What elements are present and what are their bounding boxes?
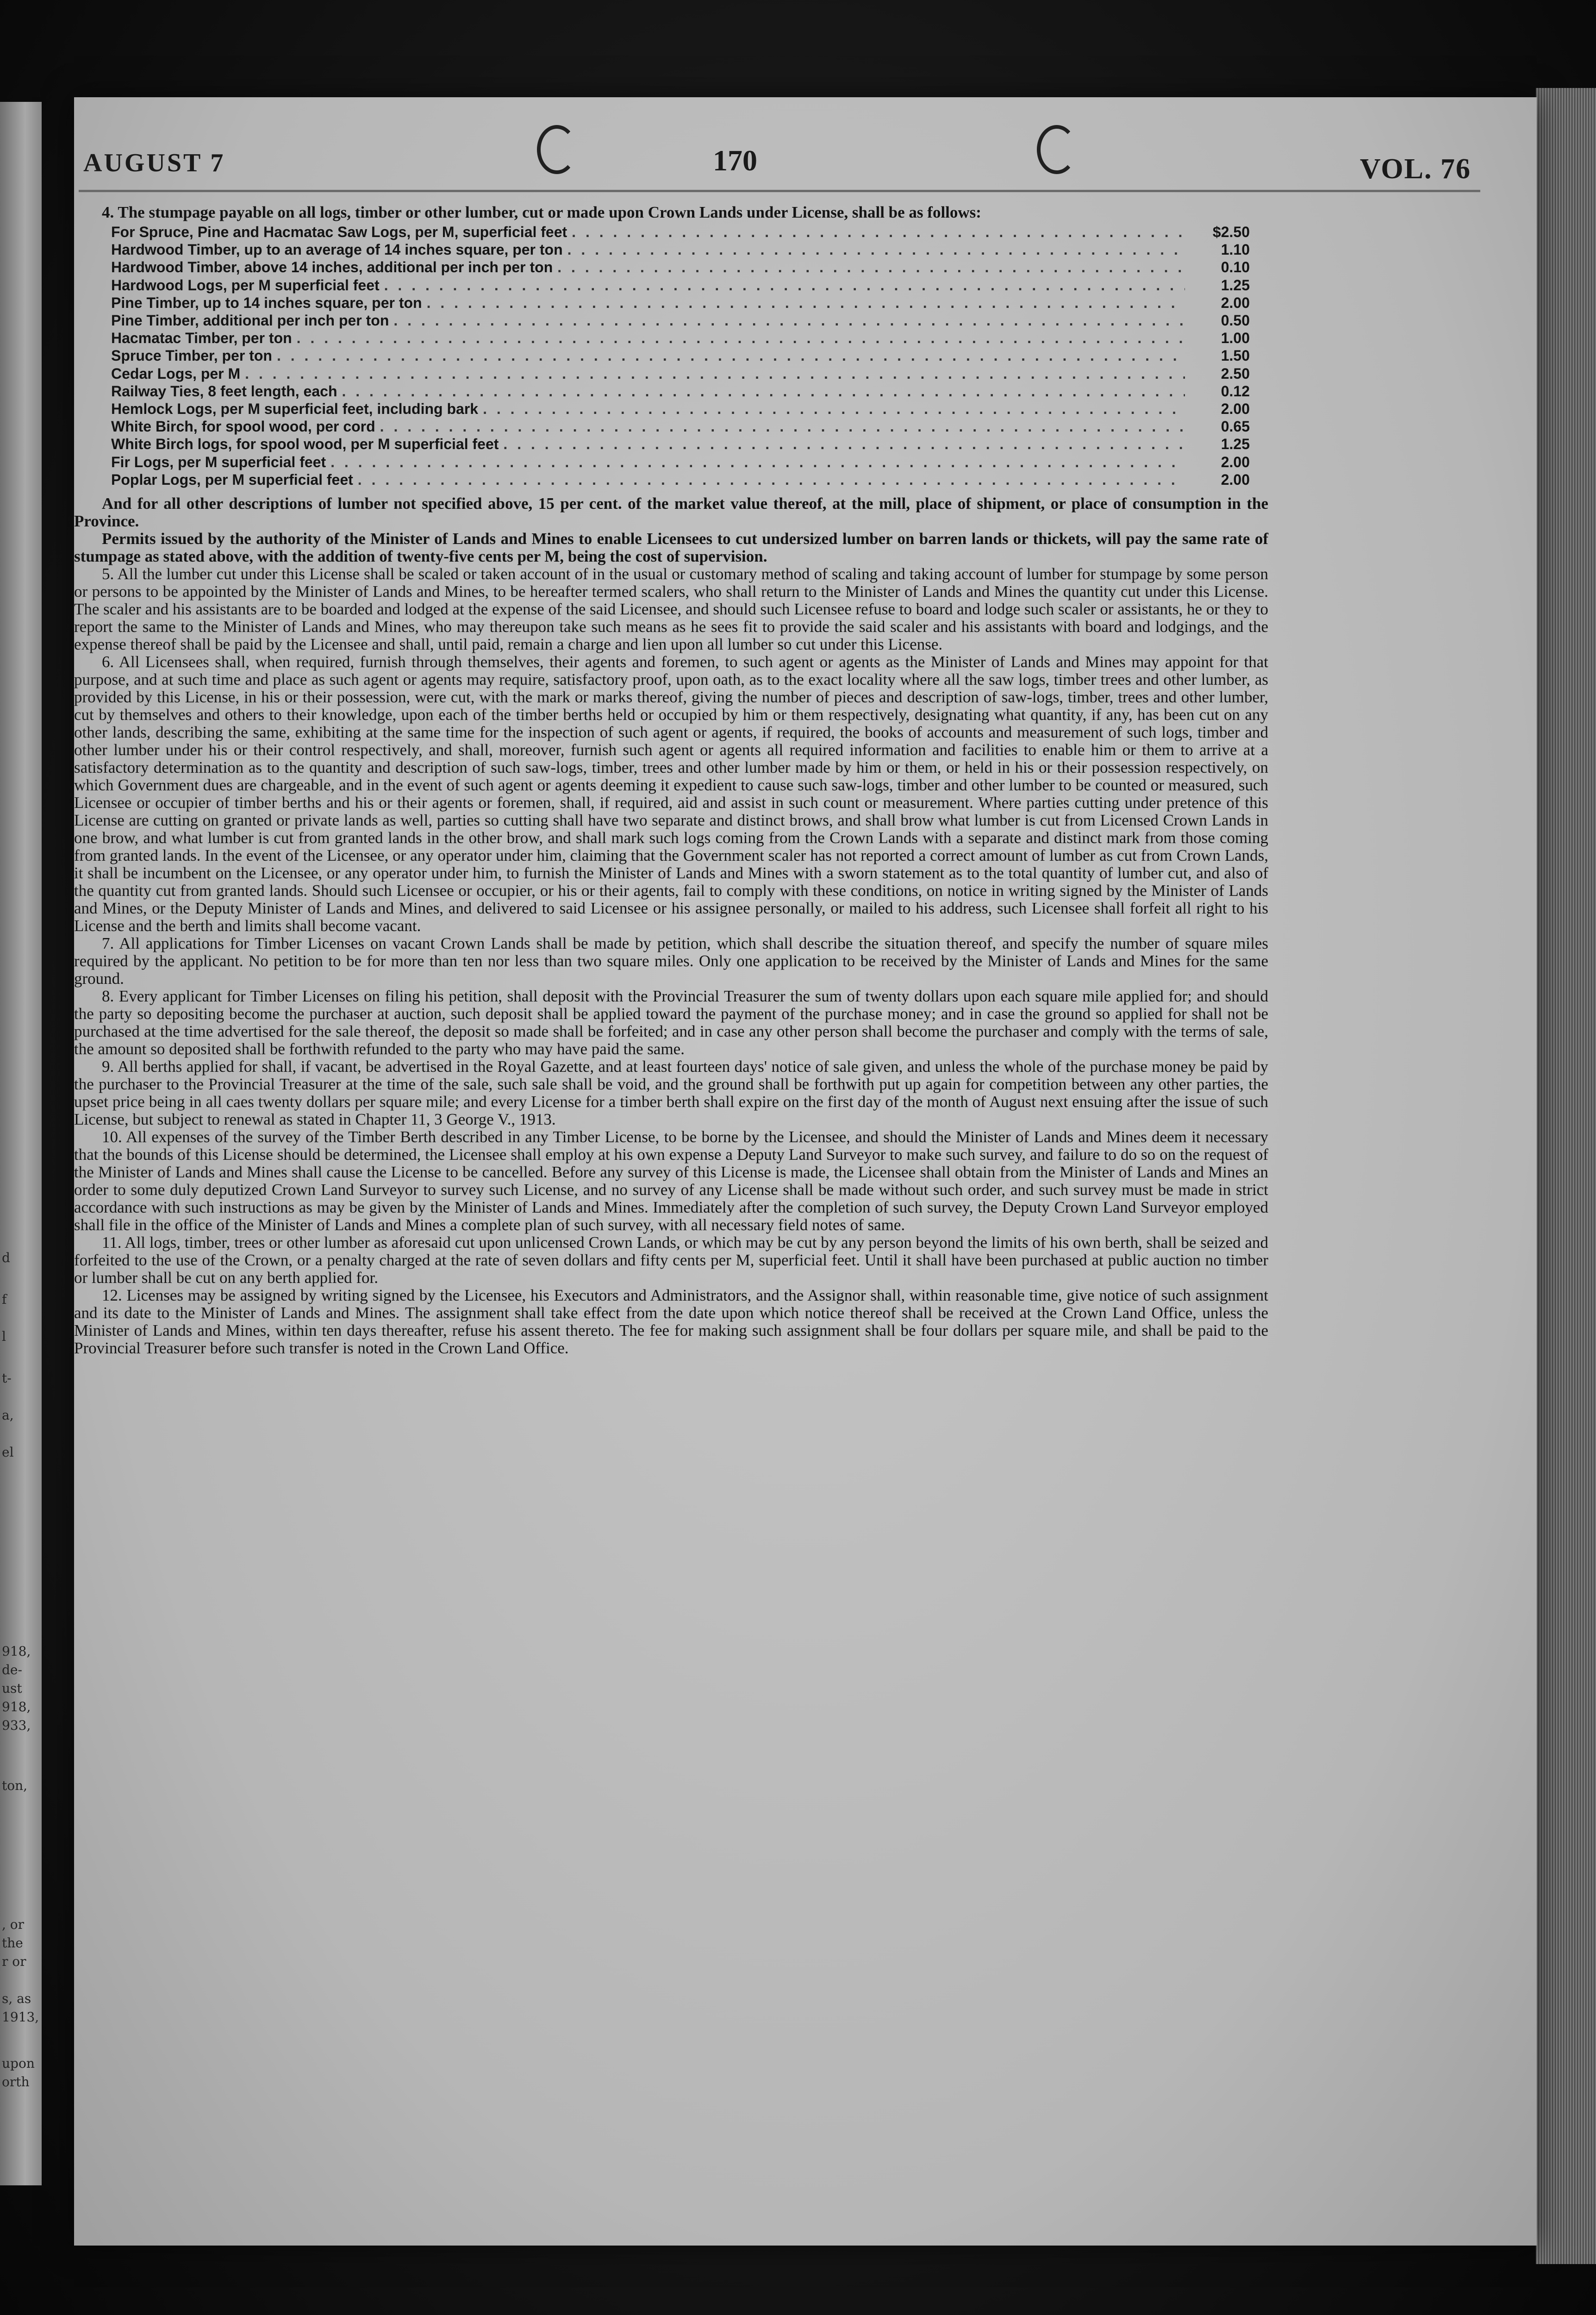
paragraph: 9. All berths applied for shall, if vacant, be advertised in the Royal Gazette, and at least fourteen days' notice of sale given, and unless the whole of the purchase money be paid by the purchaser to the Provincial Treasurer at the time of the sale, such sale shall be void, and the ground shall be forthwith put up again for competition between any other parties, the upset price being in all caes twenty dollars per square mile; and every License for a timber berth shall expire on the first day of the month of August next ensuing after the issue of such License, but subject to renewal as stated in Chapter 11, 3 George V., 1913. (74, 1057, 1268, 1129)
rate-item: Spruce Timber, per ton (111, 347, 272, 364)
margin-fragment: ton, (2, 1778, 28, 1793)
rate-row (111, 365, 1250, 382)
margin-fragment: upon (2, 2056, 35, 2071)
rate-item: Cedar Logs, per M (111, 365, 241, 382)
page-stack-right (1536, 88, 1596, 2264)
rate-price: 1.25 (1221, 276, 1250, 294)
leader-dots (358, 471, 1185, 488)
margin-fragment: a, (2, 1408, 14, 1423)
rate-item: Poplar Logs, per M superficial feet (111, 471, 353, 488)
section-4-intro: 4. The stumpage payable on all logs, timber or other lumber, cut or made upon Crown Lands under License, shall be as follows: (102, 203, 981, 221)
rate-price: 0.65 (1221, 418, 1250, 435)
rate-price: 2.00 (1221, 400, 1250, 418)
margin-fragment: r or (2, 1954, 26, 1969)
paragraph: Permits issued by the authority of the Minister of Lands and Mines to enable Licensees to cut undersized lumber on barren lands or thickets, will pay the same rate of stumpage as stated above, with the addition of twenty-five cents per M, being the cost of supervision. (74, 530, 1268, 566)
rate-row (111, 453, 1250, 471)
leader-dots (572, 223, 1185, 241)
rate-row (111, 312, 1250, 329)
margin-fragment: orth (2, 2074, 30, 2090)
adjacent-page-left (0, 102, 42, 2185)
leader-dots (330, 453, 1185, 471)
margin-fragment: 933, (2, 1718, 31, 1733)
leader-dots (297, 329, 1185, 347)
leader-dots (427, 294, 1185, 312)
rate-item: White Birch, for spool wood, per cord (111, 418, 375, 435)
rate-row (111, 418, 1250, 435)
rate-price: 1.00 (1221, 330, 1250, 347)
margin-fragment: , or (2, 1917, 25, 1932)
rate-row (111, 382, 1250, 400)
rate-price: 1.10 (1221, 241, 1250, 258)
rate-price: 2.50 (1221, 365, 1250, 382)
margin-fragment: the (2, 1935, 23, 1951)
paragraph: 10. All expenses of the survey of the Timber Berth described in any Timber License, to be borne by the Licensee, and should the Minister of Lands and Mines deem it necessary that the bounds of this License should be determined, the Licensee shall employ at his own expense a Deputy Land Surveyor to make such survey, and failure to do so on the request of the Minister of Lands and Mines shall cause the License to be cancelled. Before any survey of this License is made, the Licensee shall obtain from the Minister of Lands and Mines an order to some duly deputized Crown Land Surveyor to survey such License, and no survey of any License shall be made without such order, and such survey must be made in strict accordance with such instructions as may be given by the Minister of Lands and Mines. Immediately after the completion of such survey, the Deputy Crown Land Surveyor employed shall file in the office of the Minister of Lands and Mines a complete plan of such survey, with all necessary field notes of same. (74, 1128, 1268, 1234)
page-header (83, 144, 1471, 185)
paragraph: 8. Every applicant for Timber Licenses on filing his petition, shall deposit with the Provincial Treasurer the sum of twenty dollars upon each square mile applied for; and should the party so depositing become the purchaser at auction, such deposit shall be applied toward the payment of the purchase money; and in case the ground so applied for shall not be purchased at the time advertised for the sale thereof, the deposit so made shall be forfeited; and in case any other person shall become the purchaser and comply with the terms of sale, the amount so deposited shall be forthwith refunded to the party who may have paid the same. (74, 987, 1268, 1058)
margin-fragment: t- (2, 1370, 12, 1386)
rate-price: 0.10 (1221, 259, 1250, 276)
rate-price: 2.00 (1221, 453, 1250, 470)
document-body (74, 204, 1268, 1357)
rate-item: Hacmatac Timber, per ton (111, 330, 292, 347)
paragraph: 12. Licenses may be assigned by writing signed by the Licensee, his Executors and Administrators, and the Assignor shall, within reasonable time, give notice of such assignment and its date to the Minister of Lands and Mines. The assignment shall take effect from the date upon which notice thereof shall be received at the Crown Land Office, unless the Minister of Lands and Mines, within ten days thereafter, refuse his assent thereto. The fee for making such assignment shall be four dollars per square mile, and shall be paid to the Provincial Treasurer before such transfer is noted in the Crown Land Office. (74, 1286, 1268, 1358)
rate-price: 2.00 (1221, 294, 1250, 311)
rate-price: 0.50 (1221, 312, 1250, 329)
page-number: 170 (713, 144, 757, 177)
paragraph: 5. All the lumber cut under this License shall be scaled or taken account of in the usual or customary method of scaling and taking account of lumber for stumpage by some person or persons to be appointed by the Minister of Lands and Mines, to be hereafter termed scalers, who shall return to the Minister of Lands and Mines the quantity cut under this License. The scaler and his assistants are to be boarded and lodged at the expense of the said Licensee, and should such Licensee refuse to board and lodge such scaler or assistants, he or they to report the same to the Minister of Lands and Mines, who may thereupon take such means as he sees fit to provide the said scaler and his assistants with board and lodgings, and the expense thereof shall be paid by the Licensee and shall, until paid, remain a charge and lien upon all lumber so cut under this License. (74, 565, 1268, 654)
leader-dots (567, 241, 1185, 258)
margin-fragment: l (2, 1329, 6, 1344)
rate-row (111, 435, 1250, 453)
paragraph: And for all other descriptions of lumber not specified above, 15 per cent. of the market value thereof, at the mill, place of shipment, or place of consumption in the Province. (74, 494, 1268, 531)
rate-row (111, 294, 1250, 312)
rate-item: Hardwood Logs, per M superficial feet (111, 276, 380, 294)
margin-fragment: 1913, (2, 2009, 39, 2025)
rate-price: 1.25 (1221, 436, 1250, 453)
leader-dots (245, 365, 1185, 382)
margin-fragment: 918, (2, 1644, 31, 1659)
rate-item: Fir Logs, per M superficial feet (111, 453, 326, 470)
rate-item: Hardwood Timber, up to an average of 14 inches square, per ton (111, 241, 563, 258)
leader-dots (483, 400, 1185, 418)
volume-number: VOL. 76 (1359, 153, 1471, 185)
leader-dots (342, 382, 1185, 400)
margin-fragment: ust (2, 1681, 22, 1696)
margin-fragment: s, as (2, 1991, 31, 2006)
paragraph: 7. All applications for Timber Licenses on vacant Crown Lands shall be made by petition, which shall describe the situation thereof, and specify the number of square miles required by the applicant. No petition to be for more than ten nor less than two square miles. Only one application to be received by the Minister of Lands and Mines for the same ground. (74, 934, 1268, 988)
leader-dots (380, 418, 1185, 435)
leader-dots (277, 347, 1185, 364)
margin-fragment: d (2, 1250, 10, 1265)
paragraphs (74, 495, 1268, 1357)
margin-fragment: 918, (2, 1699, 31, 1714)
leader-dots (557, 258, 1185, 276)
rate-row (111, 276, 1250, 294)
rate-item: Pine Timber, up to 14 inches square, per ton (111, 294, 422, 311)
rate-item: White Birch logs, for spool wood, per M superficial feet (111, 436, 499, 453)
rate-row (111, 241, 1250, 258)
rate-row (111, 400, 1250, 418)
leader-dots (393, 312, 1185, 329)
margin-fragment: el (2, 1445, 14, 1460)
margin-fragment: de- (2, 1662, 22, 1677)
rate-price: 0.12 (1221, 382, 1250, 400)
rate-row (111, 329, 1250, 347)
paragraph: 11. All logs, timber, trees or other lumber as aforesaid cut upon unlicensed Crown Lands, or which may be cut by any person beyond the limits of his own berth, shall be seized and forfeited to the use of the Crown, or a penalty charged at the rate of seven dollars and fifty cents per M, superficial feet. Until it shall have been purchased at public auction no timber or lumber shall be cut on any berth applied for. (74, 1233, 1268, 1287)
rate-row (111, 347, 1250, 364)
rate-price: 1.50 (1221, 347, 1250, 364)
rate-item: Hemlock Logs, per M superficial feet, including bark (111, 400, 479, 418)
stumpage-rate-table (111, 223, 1250, 488)
rate-item: For Spruce, Pine and Hacmatac Saw Logs, per M, superficial feet (111, 224, 567, 240)
paragraph: 6. All Licensees shall, when required, furnish through themselves, their agents and foremen, to such agent or agents as the Minister of Lands and Mines may appoint for that purpose, and at such time and place as such agent or agents may require, satisfactory proof, upon oath, as to the exact locality where all the saw logs, timber trees and other lumber, as provided by this License, in his or their possession, were cut, with the mark or marks thereof, giving the number of pieces and description of saw-logs, timber, trees and other lumber, cut by themselves and others to their knowledge, upon each of the timber berths held or occupied by him or them respectively, designating what quantity, if any, has been cut on any other lands, describing the same, exhibiting at the same time for the inspection of such agent or agents, if required, the books of accounts and measurement of such logs, timber and other lumber under his or their control respectively, and shall, moreover, furnish such agent or agents all required information and facilities to enable him or them to arrive at a satisfactory determination as to the quantity and description of such saw-logs, timber, trees and other lumber made by him or them, or held in his or their possession respectively, on which Government dues are chargeable, and in the event of such agent or agents deeming it expedient to cause such saw-logs, timber and other lumber to be counted or measured, such Licensee or occupier of timber berths and his or their agents or foremen, shall, if required, aid and assist in such count or measurement. Where parties cutting under pretence of this License are cutting on granted or private lands as well, parties so cutting shall have two separate and distinct brows, and shall brow what lumber is cut from Licensed Crown Lands in one brow, and what lumber is cut from granted lands in the other brow, and shall mark such logs coming from the Crown Lands with a separate and distinct mark from those coming from granted lands. In the event of the Licensee, or any operator under him, claiming that the Government scaler has not reported a correct amount of lumber as cut from Crown Lands, it shall be incumbent on the Licensee, or any operator under him, to furnish the Minister of Lands and Mines with a sworn statement as to the total quantity of lumber cut, and also of the quantity cut from granted lands. Should such Licensee or occupier, or his or their agents, fail to comply with these conditions, on notice in writing signed by the Minister of Lands and Mines, or the Deputy Minister of Lands and Mines, and delivered to said Licensee or his assignee personally, or mailed to his address, such Licensee shall forfeit all right to his License and the berth and limits shall become vacant. (74, 653, 1268, 935)
rate-row (111, 471, 1250, 488)
rate-item: Pine Timber, additional per inch per ton (111, 312, 389, 329)
rate-item: Hardwood Timber, above 14 inches, additional per inch per ton (111, 259, 553, 276)
leader-dots (384, 276, 1185, 294)
margin-fragment: f (2, 1292, 7, 1307)
header-date: AUGUST 7 (83, 149, 225, 177)
rate-row (111, 258, 1250, 276)
header-rule (79, 190, 1480, 192)
leader-dots (503, 435, 1185, 453)
rate-price: 2.00 (1221, 471, 1250, 488)
rate-row (111, 223, 1250, 241)
rate-item: Railway Ties, 8 feet length, each (111, 382, 337, 400)
rate-price: $2.50 (1212, 224, 1250, 240)
